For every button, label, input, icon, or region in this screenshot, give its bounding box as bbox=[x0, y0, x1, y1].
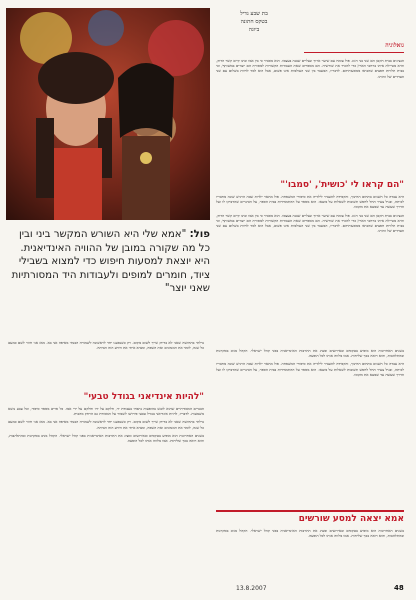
quote-label: פול: bbox=[189, 229, 210, 240]
footer-date: 13.8.2007 bbox=[236, 585, 267, 592]
body-paragraph: בשנים האחרונות הוא מופיע בטקסים ובאירועים ומציג את התרבות האינדיאנית בפני קהל ישראלי. הקהל מגיב בסקרנות ובהתלהבות, והוא רואה בכך שליחות. אמו מלווה אותו לכל הופעה. bbox=[216, 528, 404, 539]
body-paragraph: היא עבדה כל השנים בתחום החינוך, והקפידה להעביר לילדיה את סיפורי המשפחה. פול מתאר ילדות שבה הרגיש שונה מחבריו לכיתה, ובגיל צעיר החל לחפש תשובות לשאלות על מוצאו. הוא מספר על ההתמודדות בבית הספר, על הכינויים שהדביקו לו ועל הדרך שעשה עד שמצא את מקומו. bbox=[216, 194, 404, 210]
subhead-3: אמא יצאה למסע שורשים bbox=[298, 514, 404, 524]
caption-line: ביוגה bbox=[248, 27, 260, 33]
body-column-right-mid bbox=[216, 194, 404, 344]
caption-line: בת שבע גדיל bbox=[240, 11, 268, 17]
portrait-image bbox=[6, 8, 210, 220]
photo-caption bbox=[214, 10, 294, 34]
body-paragraph: היא עבדה כל השנים בתחום החינוך, והקפידה להעביר לילדיה את סיפורי המשפחה. פול מתאר ילדות שבה הרגיש שונה מחבריו לכיתה, ובגיל צעיר החל לחפש תשובות לשאלות על מוצאו. הוא מספר על ההתמודדות בבית הספר, על הכינויים שהדביקו לו ועל הדרך שעשה עד שמצא את מקומו. bbox=[216, 361, 404, 377]
body-column-right-final bbox=[216, 528, 404, 578]
subhead-2: "להיות אינדיאני בגודל טבעי" bbox=[83, 392, 204, 402]
subhead-1: "הם קראו לי 'כושית', 'סמבו'" bbox=[280, 180, 404, 190]
body-column-top-right bbox=[216, 58, 404, 176]
body-paragraph: בשנים האחרונות הוא מופיע בטקסים ובאירועים ומציג את התרבות האינדיאנית בפני קהל ישראלי. הקהל מגיב בסקרנות ובהתלהבות, והוא רואה בכך שליחות. אמו מלווה אותו לכל הופעה. bbox=[8, 432, 204, 444]
body-paragraph: גדלתי בתחושה שאני לא בדיוק שייך לשום מקום. רק כשנסענו יחד לראשונה לשמורה הבנתי מאיפה אני בא. מאז אני חוזר לשם כמעט כל שנה, לומד את המנהגים ואת השפה, ומביא איתי את הידע הזה הביתה. bbox=[8, 340, 204, 351]
body-paragraph: בשנים האחרונות הוא מופיע בטקסים ובאירועים ומציג את התרבות האינדיאנית בפני קהל ישראלי. הקהל מגיב בסקרנות ובהתלהבות, והוא רואה בכך שליחות. אמו מלווה אותו לכל הופעה. bbox=[216, 348, 404, 359]
subhead-3-rule bbox=[216, 510, 404, 512]
body-paragraph: הבגדים המסורתיים שהוא לובש בהופעות נתפרו בעבודת יד, חלקם על ידו וחלקם על ידי אמו. כל פריט מספר סיפור, וכל צבע נושא משמעות. לדבריו, להיות אינדיאני בגודל טבעי פירושו לשמור על המסורת גם הרחק מהבית. bbox=[8, 406, 204, 417]
body-paragraph: גדלתי בתחושה שאני לא בדיוק שייך לשום מקום. רק כשנסענו יחד לראשונה לשמורה הבנתי מאיפה אני בא. מאז אני חוזר לשם כמעט כל שנה, לומד את המנהגים ואת השפה, ומביא איתי את הידע הזה הביתה. bbox=[8, 419, 204, 430]
section-divider bbox=[304, 52, 404, 53]
body-paragraph: הנציגים בבית הקטן הם שני בני הזוג. פול צומח עם שיער ארוך ונעליים שבנה בעצמו. הוא מסביר כי בין אמו ובינו קיים קשר הדוק, והיא מטיילת איתו ברחבי הארץ כדי להכיר את שורשיה. הם מספרים שאת העבודות הקשורות למסורת הם יוצרים במשותף, וכי בבית תלויות חפצים שהביאו ממסעותיהם. לדבריו, המעבר בין שני העולמות אינו פשוט, אבל הוא למד לחיות בשלום עם שני הצדדים של זהותו. bbox=[216, 212, 404, 234]
quote-text: "אמא שלי היא השורש המקשר ביני ובין כל מה שקורה במובן של ההוויה האינדיאנית. היא יוצאת למסעות חיפוש כדי למצוא בשבילי ציוד, חומרים למופים ולעבודות היד המסורתיות שאני יוצר" bbox=[11, 229, 210, 294]
section-tag: גואלוגיה bbox=[385, 42, 404, 49]
body-column-left-bottom bbox=[8, 406, 204, 576]
pull-quote bbox=[6, 228, 210, 296]
photo-portrait bbox=[6, 8, 210, 220]
body-paragraph: הנציגים בבית הקטן הם שני בני הזוג. פול צומח עם שיער ארוך ונעליים שבנה בעצמו. הוא מסביר כי בין אמו ובינו קיים קשר הדוק, והיא מטיילת איתו ברחבי הארץ כדי להכיר את שורשיה. הם מספרים שאת העבודות הקשורות למסורת הם יוצרים במשותף, וכי בבית תלויות חפצים שהביאו ממסעותיהם. לדבריו, המעבר בין שני העולמות אינו פשוט, אבל הוא למד לחיות בשלום עם שני הצדדים של זהותו. bbox=[216, 58, 404, 79]
body-column-right-bottom bbox=[216, 348, 404, 506]
body-column-left-mid bbox=[8, 340, 204, 388]
caption-line: בטקס חתונה bbox=[240, 19, 268, 25]
page-number: 48 bbox=[394, 584, 404, 592]
